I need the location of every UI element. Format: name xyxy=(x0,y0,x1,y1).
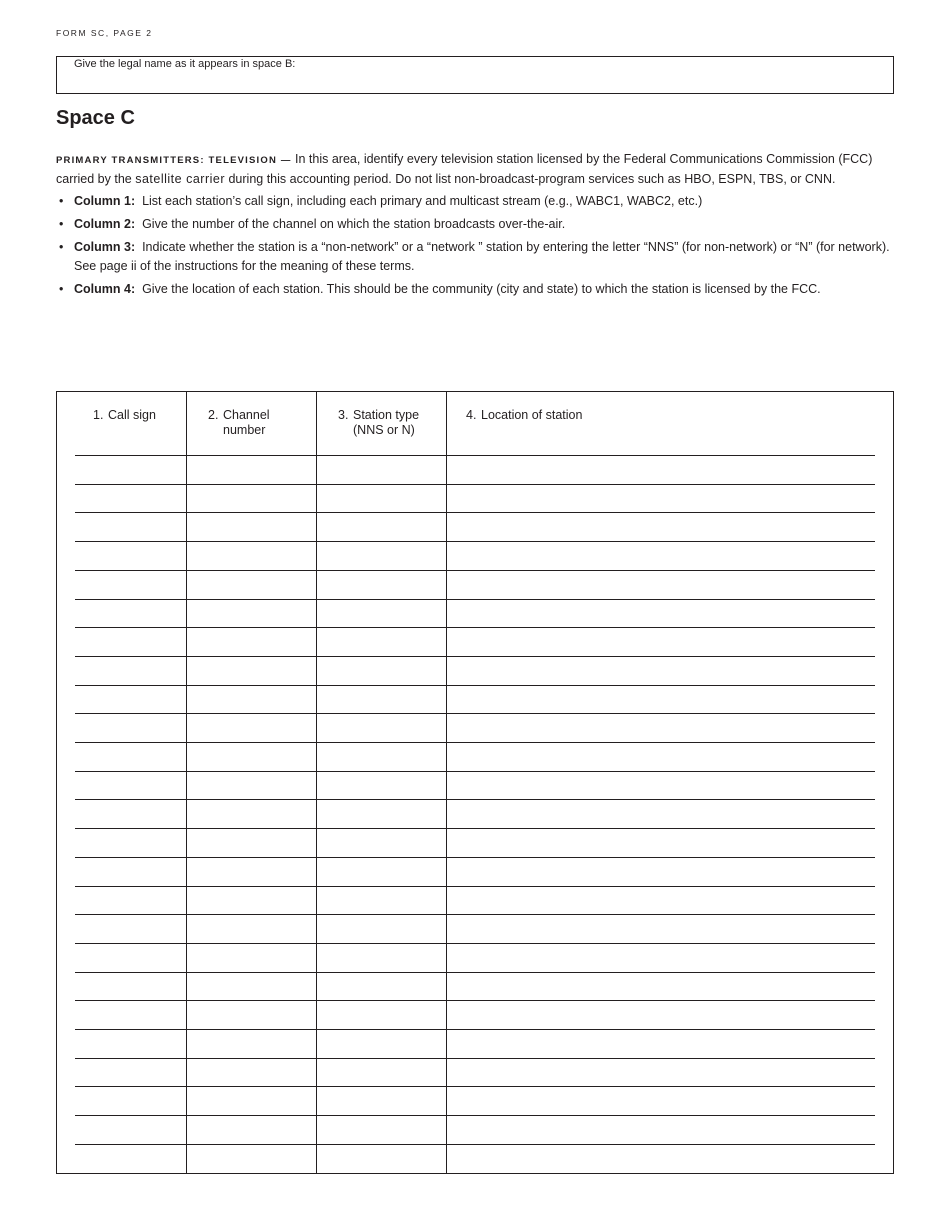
call-sign-cell[interactable] xyxy=(75,944,186,972)
table-row xyxy=(57,800,893,828)
call-sign-cell[interactable] xyxy=(75,456,186,484)
header-station-type xyxy=(338,408,419,438)
header-number: 1. xyxy=(93,408,104,422)
column-name: Column 4: xyxy=(74,282,136,296)
header-label: Location of station xyxy=(481,408,583,422)
column-text: List each station’s call sign, including each primary and multicast stream (e.g., WABC1, WABC2, etc.) xyxy=(142,194,703,208)
location-cell[interactable] xyxy=(447,1001,875,1029)
location-cell[interactable] xyxy=(447,1030,875,1058)
call-sign-cell[interactable] xyxy=(75,686,186,714)
channel-cell[interactable] xyxy=(187,628,316,656)
station-type-cell[interactable] xyxy=(317,1087,446,1115)
location-cell[interactable] xyxy=(447,944,875,972)
intro-term: satellite carrier xyxy=(135,172,225,186)
channel-cell[interactable] xyxy=(187,858,316,886)
station-type-cell[interactable] xyxy=(317,973,446,1001)
call-sign-cell[interactable] xyxy=(75,887,186,915)
station-type-cell[interactable] xyxy=(317,772,446,800)
column-instruction xyxy=(56,238,896,276)
channel-cell[interactable] xyxy=(187,714,316,742)
channel-cell[interactable] xyxy=(187,513,316,541)
channel-cell[interactable] xyxy=(187,600,316,628)
table-row xyxy=(57,915,893,943)
table-row xyxy=(57,657,893,685)
channel-cell[interactable] xyxy=(187,1116,316,1144)
intro-text-1: In this area, identify every television station licensed by the Federal Communications Commission (FCC) carried by the xyxy=(56,152,873,186)
channel-cell[interactable] xyxy=(187,829,316,857)
location-cell[interactable] xyxy=(447,657,875,685)
channel-cell[interactable] xyxy=(187,657,316,685)
channel-cell[interactable] xyxy=(187,1145,316,1173)
location-cell[interactable] xyxy=(447,456,875,484)
call-sign-cell[interactable] xyxy=(75,858,186,886)
header-label: Call sign xyxy=(108,408,156,422)
location-cell[interactable] xyxy=(447,800,875,828)
call-sign-cell[interactable] xyxy=(75,1001,186,1029)
station-type-cell[interactable] xyxy=(317,600,446,628)
location-cell[interactable] xyxy=(447,829,875,857)
call-sign-cell[interactable] xyxy=(75,1030,186,1058)
call-sign-cell[interactable] xyxy=(75,714,186,742)
station-type-cell[interactable] xyxy=(317,800,446,828)
instructions-intro xyxy=(56,150,896,189)
channel-cell[interactable] xyxy=(187,485,316,513)
table-row xyxy=(57,743,893,771)
location-cell[interactable] xyxy=(447,1116,875,1144)
call-sign-cell[interactable] xyxy=(75,1145,186,1173)
channel-cell[interactable] xyxy=(187,1001,316,1029)
table-row xyxy=(57,973,893,1001)
station-type-cell[interactable] xyxy=(317,887,446,915)
station-type-cell[interactable] xyxy=(317,686,446,714)
location-cell[interactable] xyxy=(447,915,875,943)
location-cell[interactable] xyxy=(447,887,875,915)
station-type-cell[interactable] xyxy=(317,571,446,599)
header-label: number xyxy=(223,423,266,437)
call-sign-cell[interactable] xyxy=(75,542,186,570)
table-row xyxy=(57,686,893,714)
header-label: (NNS or N) xyxy=(353,423,415,437)
channel-cell[interactable] xyxy=(187,915,316,943)
column-instruction xyxy=(56,280,896,299)
instructions xyxy=(56,150,896,303)
location-cell[interactable] xyxy=(447,571,875,599)
location-cell[interactable] xyxy=(447,973,875,1001)
form-page-label: FORM SC, PAGE 2 xyxy=(56,28,153,38)
call-sign-cell[interactable] xyxy=(75,1087,186,1115)
column-instruction xyxy=(56,215,896,234)
channel-cell[interactable] xyxy=(187,887,316,915)
table-row xyxy=(57,628,893,656)
station-type-cell[interactable] xyxy=(317,829,446,857)
call-sign-cell[interactable] xyxy=(75,772,186,800)
instructions-lead: PRIMARY TRANSMITTERS: TELEVISION — xyxy=(56,155,292,166)
legal-name-field[interactable] xyxy=(56,56,894,94)
station-type-cell[interactable] xyxy=(317,1059,446,1087)
column-instructions-list xyxy=(56,192,896,299)
channel-cell[interactable] xyxy=(187,571,316,599)
location-cell[interactable] xyxy=(447,743,875,771)
legal-name-prompt: Give the legal name as it appears in space B: xyxy=(74,58,296,70)
header-channel xyxy=(208,408,270,438)
call-sign-cell[interactable] xyxy=(75,800,186,828)
column-name: Column 2: xyxy=(74,217,136,231)
station-table xyxy=(56,391,894,1174)
call-sign-cell[interactable] xyxy=(75,915,186,943)
table-row xyxy=(57,1087,893,1115)
table-row xyxy=(57,714,893,742)
station-type-cell[interactable] xyxy=(317,858,446,886)
channel-cell[interactable] xyxy=(187,1030,316,1058)
table-row xyxy=(57,456,893,484)
call-sign-cell[interactable] xyxy=(75,743,186,771)
column-instruction xyxy=(56,192,896,211)
location-cell[interactable] xyxy=(447,1087,875,1115)
call-sign-cell[interactable] xyxy=(75,973,186,1001)
header-number: 4. xyxy=(466,408,477,422)
intro-text-2: during this accounting period. Do not list non-broadcast-program services such as HBO, ESPN, TBS, or CNN. xyxy=(225,172,836,186)
channel-cell[interactable] xyxy=(187,772,316,800)
table-row xyxy=(57,542,893,570)
header-label: Station type xyxy=(353,408,420,422)
location-cell[interactable] xyxy=(447,686,875,714)
location-cell[interactable] xyxy=(447,600,875,628)
station-type-cell[interactable] xyxy=(317,542,446,570)
table-row xyxy=(57,887,893,915)
call-sign-cell[interactable] xyxy=(75,628,186,656)
channel-cell[interactable] xyxy=(187,944,316,972)
station-type-cell[interactable] xyxy=(317,1116,446,1144)
location-cell[interactable] xyxy=(447,513,875,541)
station-type-cell[interactable] xyxy=(317,485,446,513)
call-sign-cell[interactable] xyxy=(75,1116,186,1144)
header-number: 2. xyxy=(208,408,219,422)
table-row xyxy=(57,513,893,541)
call-sign-cell[interactable] xyxy=(75,571,186,599)
channel-cell[interactable] xyxy=(187,800,316,828)
column-text: Give the number of the channel on which the station broadcasts over-the-air. xyxy=(142,217,566,231)
channel-cell[interactable] xyxy=(187,686,316,714)
channel-cell[interactable] xyxy=(187,973,316,1001)
channel-cell[interactable] xyxy=(187,542,316,570)
column-text: Indicate whether the station is a “non-network” or a “network ” station by entering the letter “NNS” (for non-network) or “N” (for network). See page ii of the instructions for the meaning of these terms. xyxy=(74,240,890,273)
table-row xyxy=(57,1116,893,1144)
station-type-cell[interactable] xyxy=(317,1001,446,1029)
table-row xyxy=(57,1001,893,1029)
table-row xyxy=(57,1145,893,1173)
location-cell[interactable] xyxy=(447,628,875,656)
header-label: Channel xyxy=(223,408,270,422)
location-cell[interactable] xyxy=(447,1059,875,1087)
station-type-cell[interactable] xyxy=(317,743,446,771)
station-type-cell[interactable] xyxy=(317,456,446,484)
header-call-sign xyxy=(93,408,156,423)
station-type-cell[interactable] xyxy=(317,1030,446,1058)
table-row xyxy=(57,571,893,599)
column-name: Column 3: xyxy=(74,240,136,254)
column-name: Column 1: xyxy=(74,194,136,208)
table-row xyxy=(57,829,893,857)
channel-cell[interactable] xyxy=(187,456,316,484)
table-row xyxy=(57,772,893,800)
location-cell[interactable] xyxy=(447,485,875,513)
call-sign-cell[interactable] xyxy=(75,485,186,513)
call-sign-cell[interactable] xyxy=(75,829,186,857)
space-title: Space C xyxy=(56,107,135,129)
location-cell[interactable] xyxy=(447,1145,875,1173)
call-sign-cell[interactable] xyxy=(75,600,186,628)
channel-cell[interactable] xyxy=(187,743,316,771)
table-row xyxy=(57,485,893,513)
call-sign-cell[interactable] xyxy=(75,1059,186,1087)
station-type-cell[interactable] xyxy=(317,1145,446,1173)
table-row xyxy=(57,600,893,628)
station-type-cell[interactable] xyxy=(317,657,446,685)
header-location xyxy=(466,408,582,423)
call-sign-cell[interactable] xyxy=(75,657,186,685)
header-number: 3. xyxy=(338,408,349,422)
table-row xyxy=(57,944,893,972)
station-type-cell[interactable] xyxy=(317,714,446,742)
channel-cell[interactable] xyxy=(187,1059,316,1087)
station-type-cell[interactable] xyxy=(317,628,446,656)
call-sign-cell[interactable] xyxy=(75,513,186,541)
location-cell[interactable] xyxy=(447,858,875,886)
location-cell[interactable] xyxy=(447,542,875,570)
table-row xyxy=(57,1059,893,1087)
table-row xyxy=(57,1030,893,1058)
station-type-cell[interactable] xyxy=(317,915,446,943)
location-cell[interactable] xyxy=(447,714,875,742)
channel-cell[interactable] xyxy=(187,1087,316,1115)
location-cell[interactable] xyxy=(447,772,875,800)
table-row xyxy=(57,858,893,886)
station-type-cell[interactable] xyxy=(317,513,446,541)
station-type-cell[interactable] xyxy=(317,944,446,972)
column-text: Give the location of each station. This should be the community (city and state) to which the station is licensed by the FCC. xyxy=(142,282,821,296)
